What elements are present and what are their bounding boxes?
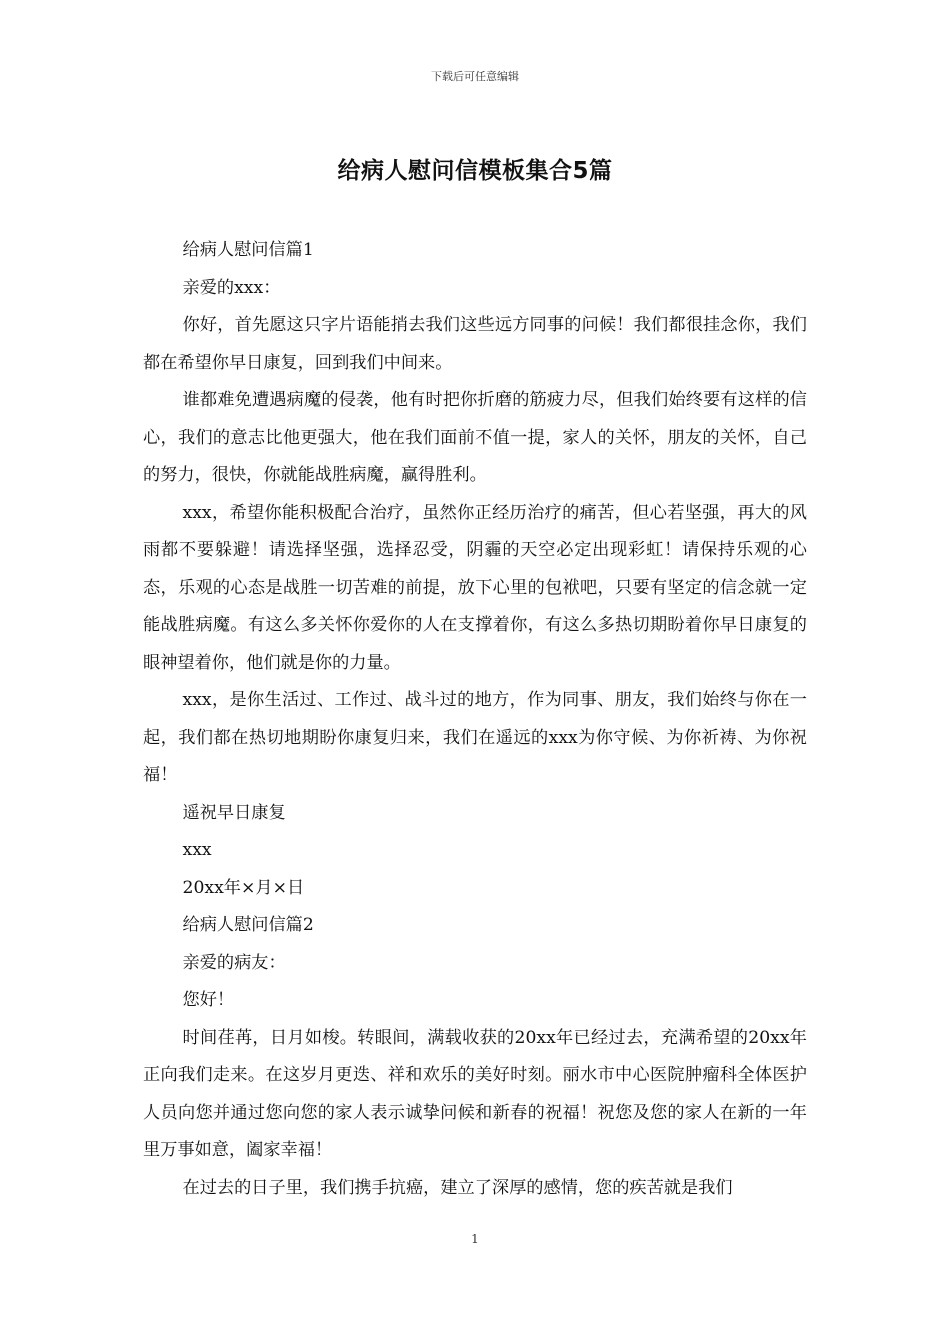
paragraph-together: xxx，是你生活过、工作过、战斗过的地方，作为同事、朋友，我们始终与你在一起，我们都在热切地期盼你康复归来，我们在遥远的xxx为你守候、为你祈祷、为你祝福！ bbox=[143, 690, 807, 785]
paragraph-greeting: 你好，首先愿这只字片语能捎去我们这些远方同事的问候！我们都很挂念你，我们都在希望你早日康复，回到我们中间来。 bbox=[143, 315, 807, 373]
page-number: 1 bbox=[471, 1232, 479, 1246]
document-title: 给病人慰问信模板集合5篇 bbox=[337, 158, 613, 184]
paragraph-new-year: 时间荏苒，日月如梭。转眼间，满载收获的20xx年已经过去，充满希望的20xx年正向我们走来。在这岁月更迭、祥和欢乐的美好时刻。丽水市中心医院肿瘤科全体医护人员向您并通过您向您的家人表示诚挚问候和新春的祝福！祝您及您的家人在新的一年里万事如意，阖家幸福！ bbox=[143, 1027, 807, 1160]
section-heading-2: 给病人慰问信篇2 bbox=[182, 915, 314, 935]
signature: xxx bbox=[182, 840, 212, 860]
paragraph-past-days: 在过去的日子里，我们携手抗癌，建立了深厚的感情，您的疾苦就是我们 bbox=[182, 1177, 733, 1198]
paragraph-encouragement: 谁都难免遭遇病魔的侵袭，他有时把你折磨的筋疲力尽，但我们始终要有这样的信心，我们的意志比他更强大，他在我们面前不值一提，家人的关怀，朋友的关怀，自己的努力，很快，你就能战胜病魔，赢得胜利。 bbox=[143, 390, 807, 485]
paragraph-treatment: xxx，希望你能积极配合治疗，虽然你正经历治疗的痛苦，但心若坚强，再大的风雨都不要躲避！请选择坚强，选择忍受，阴霾的天空必定出现彩虹！请保持乐观的心态，乐观的心态是战胜一切苦难的前提，放下心里的包袱吧，只要有坚定的信念就一定能战胜病魔。有这么多关怀你爱你的人在支撑着你，有这么多热切期盼着你早日康复的眼神望着你，他们就是你的力量。 bbox=[143, 502, 807, 673]
section-heading-1: 给病人慰问信篇1 bbox=[182, 240, 314, 260]
salutation-2: 亲爱的病友： bbox=[182, 952, 286, 973]
header-note: 下载后可任意编辑 bbox=[431, 70, 519, 83]
salutation-1: 亲爱的xxx： bbox=[182, 277, 281, 298]
document-body bbox=[143, 232, 807, 1207]
date-line: 20xx年×月×日 bbox=[182, 877, 305, 898]
closing-wish: 遥祝早日康复 bbox=[182, 802, 286, 823]
greeting-2: 您好！ bbox=[182, 990, 235, 1010]
